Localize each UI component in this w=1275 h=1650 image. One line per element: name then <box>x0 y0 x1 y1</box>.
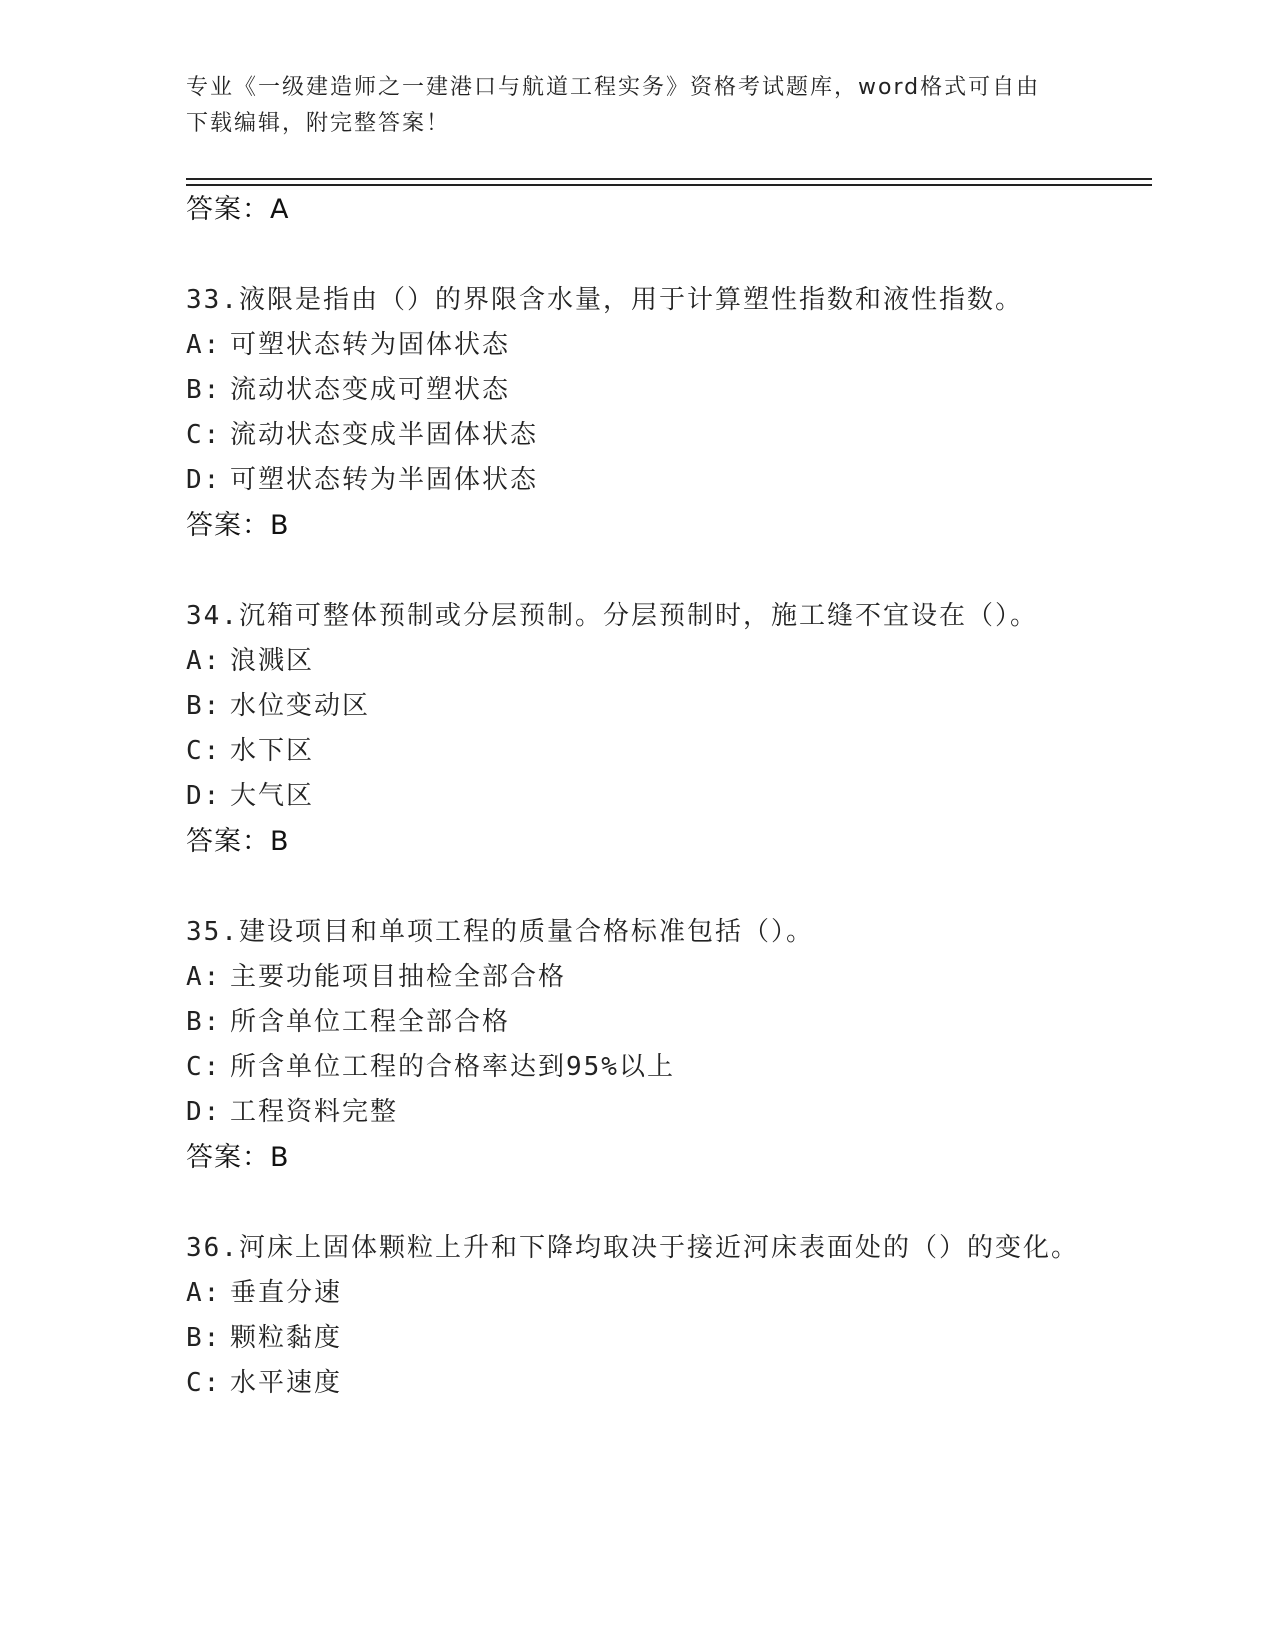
option-b <box>186 1316 1116 1361</box>
option-text: 水位变动区 <box>230 691 371 721</box>
option-letter: A: <box>186 330 222 360</box>
option-text: 可塑状态转为固体状态 <box>230 330 511 360</box>
option-letter: D: <box>186 1097 222 1127</box>
option-letter: B: <box>186 1323 222 1353</box>
option-d <box>186 774 1116 819</box>
question-stem: 34.沉箱可整体预制或分层预制。分层预制时，施工缝不宜设在（）。 <box>186 601 1038 631</box>
option-a <box>186 955 1116 1000</box>
option-c <box>186 1361 1116 1406</box>
option-c <box>186 413 1116 458</box>
option-text: 流动状态变成可塑状态 <box>230 375 511 405</box>
option-letter: B: <box>186 1007 222 1037</box>
option-text: 水下区 <box>230 736 315 766</box>
question-34 <box>186 594 1116 864</box>
option-letter: C: <box>186 736 222 766</box>
option-text: 浪溅区 <box>230 646 315 676</box>
option-letter: D: <box>186 781 222 811</box>
option-a <box>186 1271 1116 1316</box>
option-letter: C: <box>186 420 222 450</box>
header-line-2: 下载编辑，附完整答案！ <box>186 111 451 136</box>
option-b <box>186 1000 1116 1045</box>
option-d <box>186 458 1116 503</box>
question-33 <box>186 278 1116 548</box>
option-text: 水平速度 <box>230 1368 343 1398</box>
option-a <box>186 639 1116 684</box>
question-36 <box>186 1226 1116 1406</box>
option-text: 流动状态变成半固体状态 <box>230 420 539 450</box>
option-letter: C: <box>186 1052 222 1082</box>
option-text: 颗粒黏度 <box>230 1323 343 1353</box>
option-text: 大气区 <box>230 781 315 811</box>
option-letter: C: <box>186 1368 222 1398</box>
question-35 <box>186 910 1116 1180</box>
question-stem: 35.建设项目和单项工程的质量合格标准包括（）。 <box>186 917 814 947</box>
option-text: 主要功能项目抽检全部合格 <box>230 962 567 992</box>
answer-line: 答案：B <box>186 510 290 541</box>
question-stem: 33.液限是指由（）的界限含水量，用于计算塑性指数和液性指数。 <box>186 285 1023 315</box>
option-letter: D: <box>186 465 222 495</box>
question-list <box>186 187 1116 1406</box>
option-c <box>186 729 1116 774</box>
page-header <box>186 70 1086 142</box>
option-letter: A: <box>186 962 222 992</box>
header-divider-top <box>186 178 1152 180</box>
option-text: 垂直分速 <box>230 1278 343 1308</box>
option-text: 工程资料完整 <box>230 1097 399 1127</box>
option-letter: B: <box>186 691 222 721</box>
option-letter: B: <box>186 375 222 405</box>
option-a <box>186 323 1116 368</box>
option-letter: A: <box>186 1278 222 1308</box>
answer-line: 答案：A <box>186 194 290 225</box>
option-text: 可塑状态转为半固体状态 <box>230 465 539 495</box>
option-text: 所含单位工程的合格率达到95%以上 <box>230 1052 675 1082</box>
option-b <box>186 684 1116 729</box>
option-c <box>186 1045 1116 1090</box>
header-divider-bottom <box>186 184 1152 186</box>
answer-line: 答案：B <box>186 1142 290 1173</box>
question-stem: 36.河床上固体颗粒上升和下降均取决于接近河床表面处的（）的变化。 <box>186 1233 1079 1263</box>
option-d <box>186 1090 1116 1135</box>
option-b <box>186 368 1116 413</box>
answer-line: 答案：B <box>186 826 290 857</box>
option-text: 所含单位工程全部合格 <box>230 1007 511 1037</box>
option-letter: A: <box>186 646 222 676</box>
header-line-1: 专业《一级建造师之一建港口与航道工程实务》资格考试题库，word格式可自由 <box>186 75 1041 100</box>
